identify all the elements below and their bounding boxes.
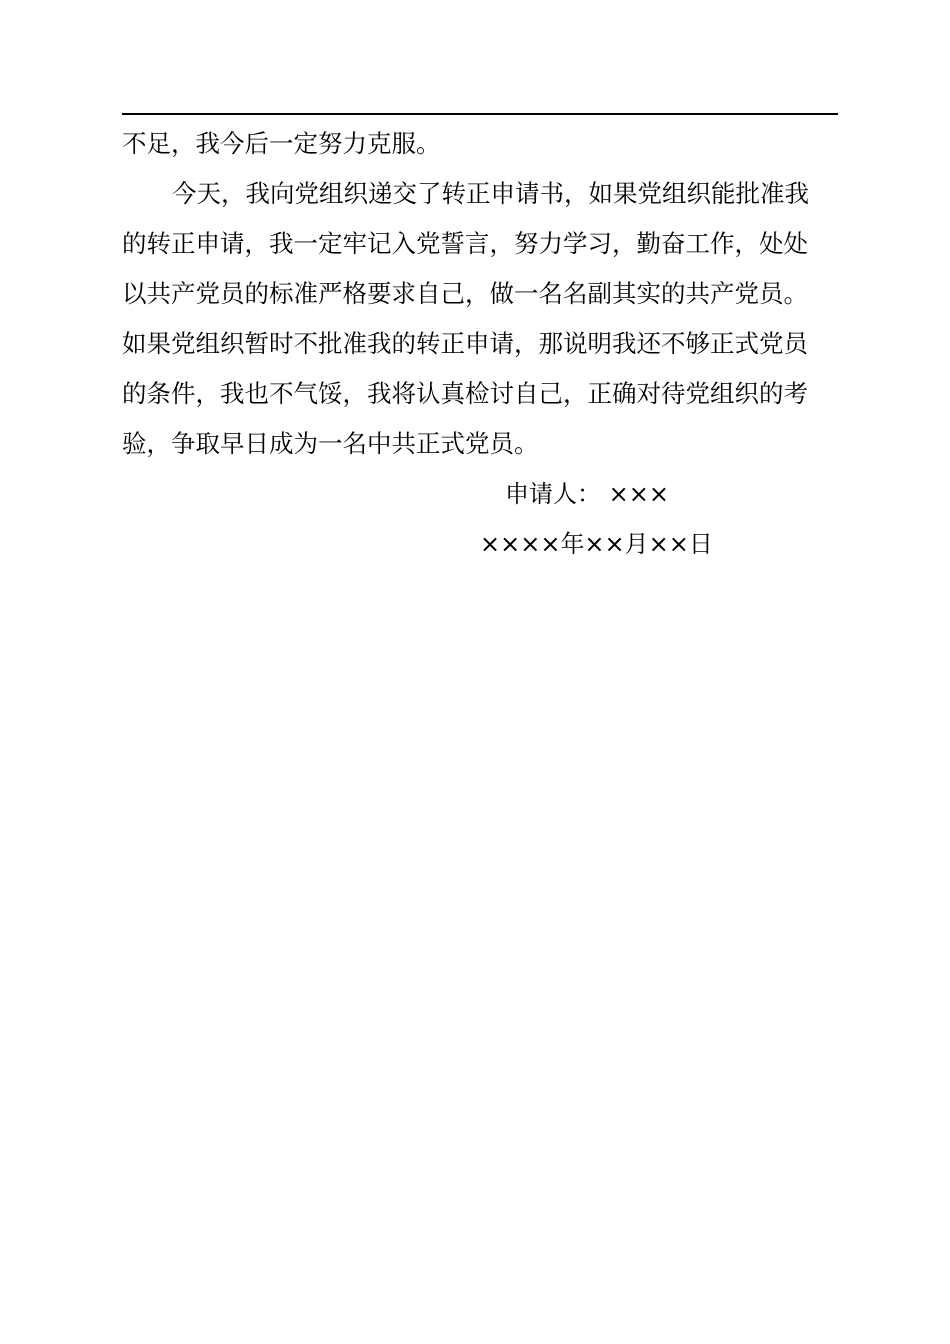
body-line-7: 验，争取早日成为一名中共正式党员。 — [122, 429, 539, 458]
signature-date: ××××年××月××日 — [480, 530, 713, 558]
body-line-2: 今天，我向党组织递交了转正申请书，如果党组织能批准我 — [172, 179, 809, 208]
body-line-1: 不足，我今后一定努力克服。 — [122, 129, 441, 158]
body-line-3: 的转正申请，我一定牢记入党誓言，努力学习，勤奋工作，处处 — [122, 229, 808, 258]
body-line-5: 如果党组织暂时不批准我的转正申请，那说明我还不够正式党员 — [122, 329, 808, 358]
header-rule — [122, 113, 838, 115]
applicant-signature: 申请人： ××× — [505, 480, 669, 508]
body-line-6: 的条件，我也不气馁，我将认真检讨自己，正确对待党组织的考 — [122, 379, 808, 408]
body-line-4: 以共产党员的标准严格要求自己，做一名名副其实的共产党员。 — [122, 279, 808, 308]
